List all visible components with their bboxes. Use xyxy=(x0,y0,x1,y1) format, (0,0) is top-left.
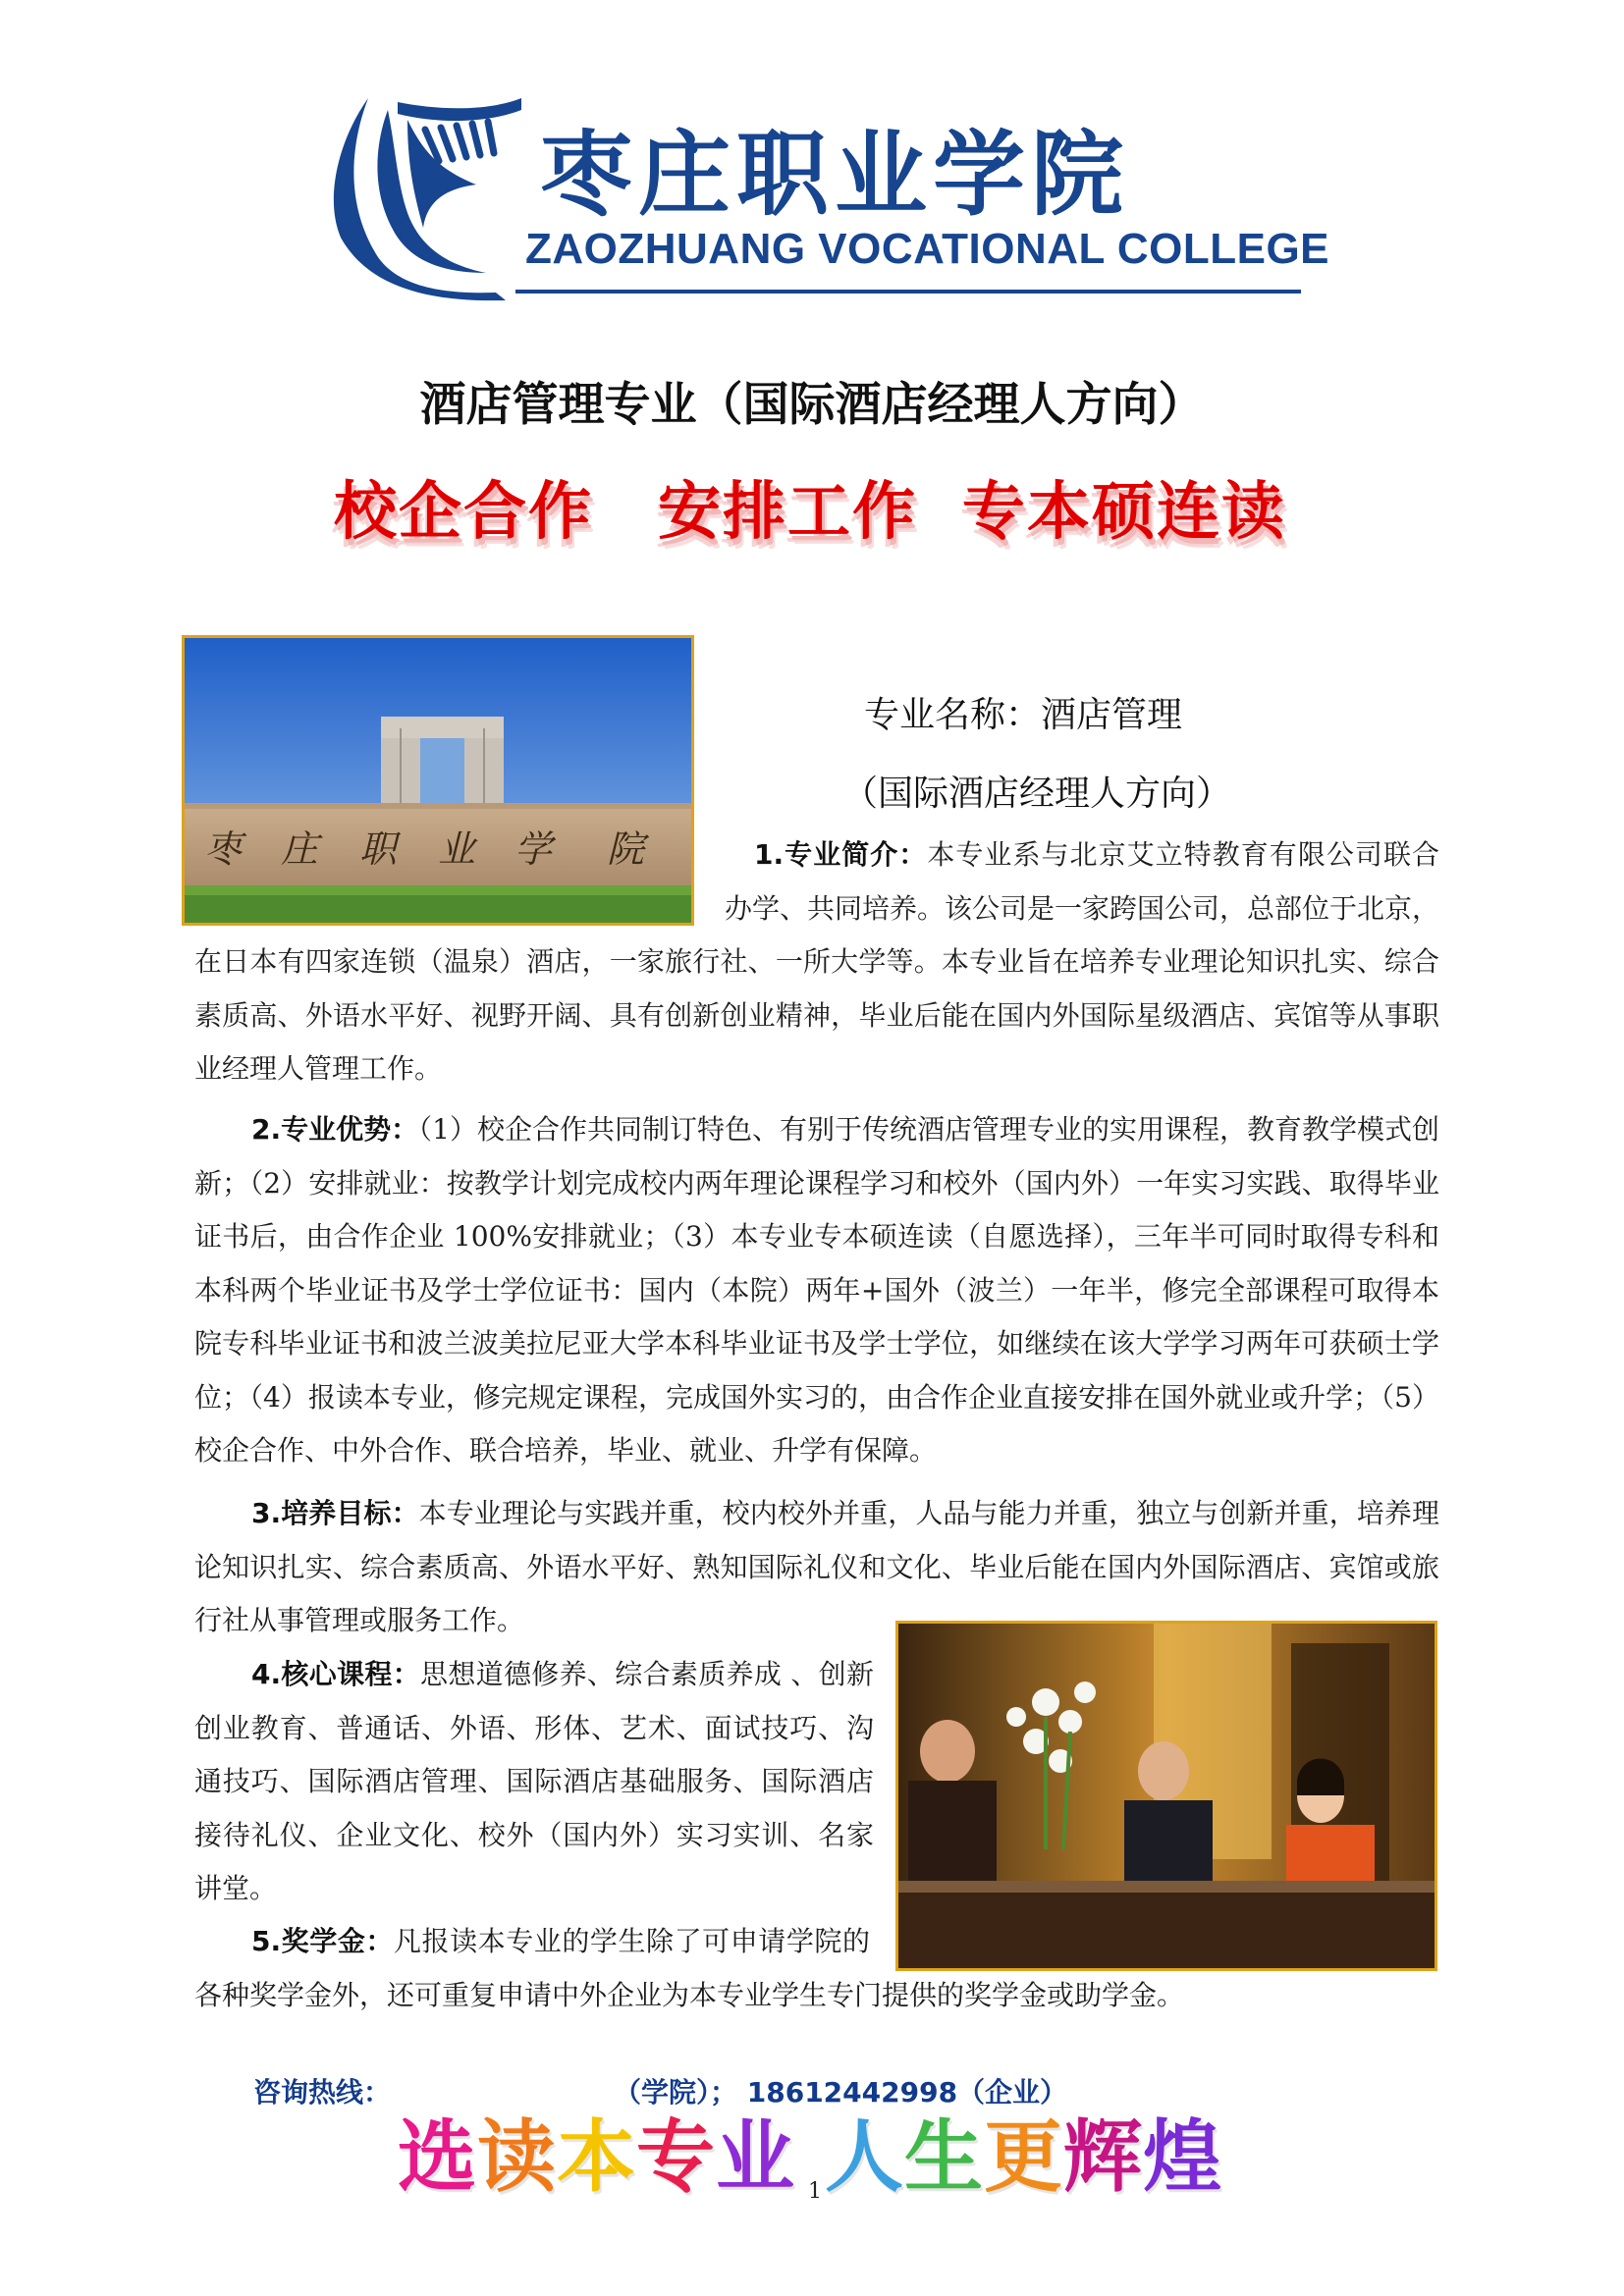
slogan-char: 更 xyxy=(984,2111,1063,2203)
section-intro xyxy=(194,828,1439,1096)
gate-inscription-char: 院 xyxy=(607,828,645,871)
college-emblem-icon xyxy=(329,90,525,301)
logo-english-name: ZAOZHUANG VOCATIONAL COLLEGE xyxy=(525,225,1330,273)
slogan-char: 专 xyxy=(636,2111,716,2203)
gate-inscription-char: 学 xyxy=(514,828,553,871)
hotel-reception-photo xyxy=(895,1621,1437,1971)
logo-chinese-name: 枣庄职业学院 xyxy=(540,122,1130,229)
section-text: 本专业系与北京艾立特教育有限公司联合办学、共同培养。该公司是一家跨国公司，总部位于北京，在日本有四家连锁（温泉）酒店，一家旅行社、一所大学等。本专业旨在培养专业理论知识扎实、综合素质高、外语水平好、视野开阔、具有创新创业精神，毕业后能在国内外国际星级酒店、宾馆等从事职业经理人管理工作。 xyxy=(194,838,1440,1085)
section-text: 凡报读本专业的学生除了可申请学院的各种奖学金外，还可重复申请中外企业为本专业学生专门提供的奖学金或助学金。 xyxy=(194,1925,1185,2011)
page-number: 1 xyxy=(808,2179,822,2204)
slogan-char: 辉 xyxy=(1063,2111,1143,2203)
hotline-numbers: （学院）； 18612442998（企业） xyxy=(614,2076,1068,2109)
college-logo xyxy=(329,90,1330,301)
gate-inscription-char: 庄 xyxy=(281,828,319,871)
section-heading: 3.培养目标： xyxy=(251,1497,419,1529)
major-direction: （国际酒店经理人方向） xyxy=(842,774,1232,814)
major-name: 专业名称：酒店管理 xyxy=(864,695,1183,735)
slogan-char: 读 xyxy=(477,2111,557,2203)
section-heading: 1.专业简介： xyxy=(754,838,928,871)
slogan-char: 人 xyxy=(825,2111,904,2203)
bottom-slogan xyxy=(398,2111,1222,2226)
logo-underline xyxy=(515,290,1301,294)
section-core-courses xyxy=(194,1648,874,1916)
slogan-char: 选 xyxy=(398,2111,477,2203)
section-text: 本专业理论与实践并重，校内校外并重，人品与能力并重，独立与创新并重，培养理论知识扎实、综合素质高、外语水平好、熟知国际礼仪和文化、毕业后能在国内外国际酒店、宾馆或旅行社从事管理或服务工作。 xyxy=(194,1497,1439,1636)
hotel-reception-photo-icon xyxy=(898,1624,1435,1968)
slogan-char: 业 xyxy=(716,2111,795,2203)
slogan-char: 煌 xyxy=(1143,2111,1222,2203)
section-text: （1）校企合作共同制订特色、有别于传统酒店管理专业的实用课程，教育教学模式创新；（2）安排就业：按教学计划完成校内两年理论课程学习和校外（国内外）一年实习实践、取得毕业证书后，由合作企业 100%安排就业；（3）本专业专本硕连读（自愿选择），三年半可同时取得专科和本科两个毕业证书及学士学位证书：国内（本院）两年+国外（波兰）一年半，修完全部课程可取得本院专科毕业证书和波兰波美拉尼亚大学本科毕业证书及学士学位，如继续在该大学学习两年可获硕士学位；（4）报读本专业，修完规定课程，完成国外实习的，由合作企业直接安排在国外就业或升学；（5）校企合作、中外合作、联合培养，毕业、就业、升学有保障。 xyxy=(194,1113,1439,1467)
gate-inscription-char: 业 xyxy=(438,828,476,871)
section-heading: 5.奖学金： xyxy=(251,1925,394,1957)
hotline-label: 咨询热线： xyxy=(253,2076,392,2109)
slogan-item: 校企合作 xyxy=(334,476,593,549)
page-title: 酒店管理专业（国际酒店经理人方向） xyxy=(419,378,1205,432)
slogan-banner xyxy=(324,476,1306,579)
slogan-item: 安排工作 xyxy=(658,476,917,549)
section-advantages xyxy=(194,1103,1439,1478)
slogan-char: 生 xyxy=(904,2111,984,2203)
section-heading: 2.专业优势： xyxy=(251,1113,419,1146)
gate-inscription-char: 枣 xyxy=(204,828,243,871)
slogan-item: 专本硕连读 xyxy=(962,476,1286,549)
section-heading: 4.核心课程： xyxy=(251,1658,421,1690)
section-text: 思想道德修养、综合素质养成 、创新创业教育、普通话、外语、形体、艺术、面试技巧、沟通技巧、国际酒店管理、国际酒店基础服务、国际酒店接待礼仪、企业文化、校外（国内外）实习实训、名家讲堂。 xyxy=(194,1658,875,1904)
slogan-char: 本 xyxy=(557,2111,636,2203)
gate-inscription-char: 职 xyxy=(359,828,398,871)
